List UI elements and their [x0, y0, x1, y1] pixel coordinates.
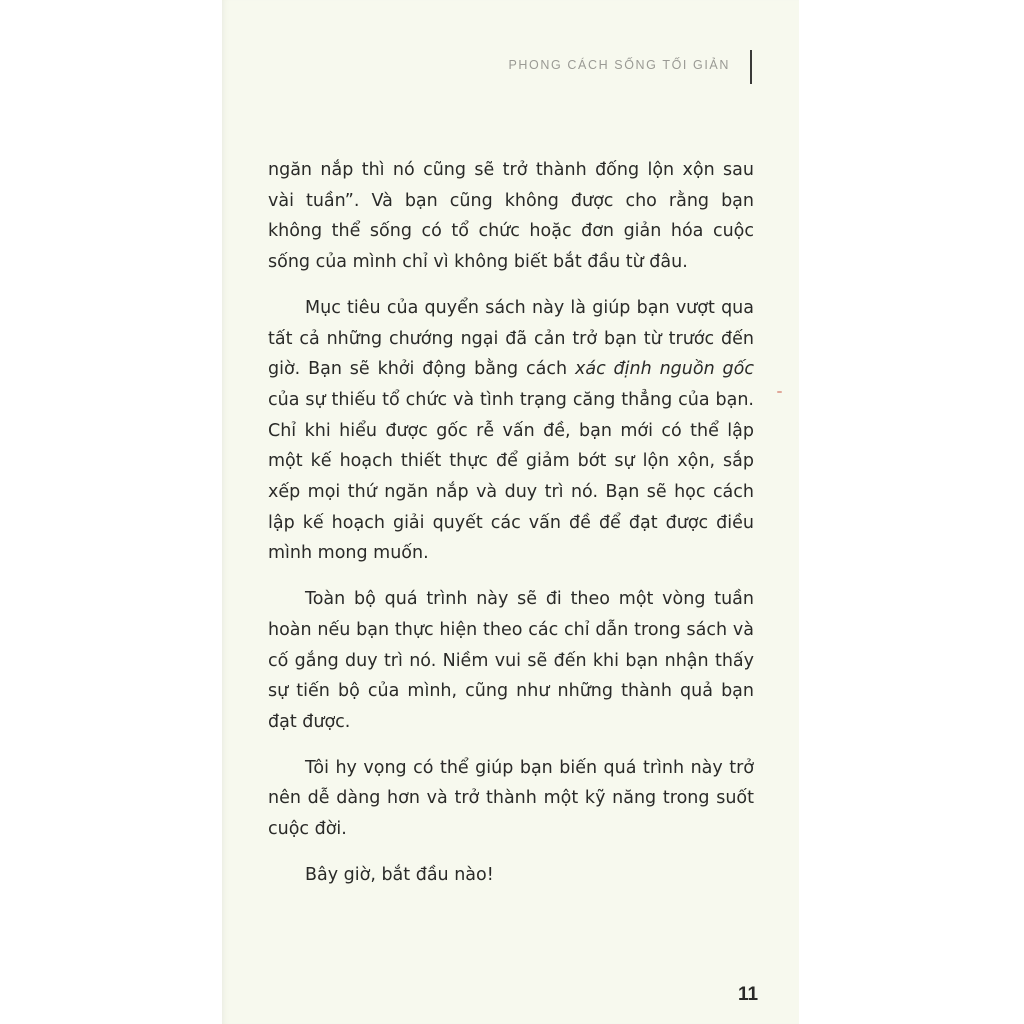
paragraph-2-text-before: Mục tiêu của quyển sách này là giúp bạn vượt qua tất cả những chướng ngại đã cản trở bạn từ trước đến giờ. Bạn sẽ khởi động bằng cách [268, 297, 754, 380]
paragraph-4: Tôi hy vọng có thể giúp bạn biến quá trình này trở nên dễ dàng hơn và trở thành một kỹ năng trong suốt cuộc đời. [268, 757, 754, 840]
paragraph-2 [268, 293, 754, 569]
running-header: PHONG CÁCH SỐNG TỐI GIẢN [508, 58, 730, 72]
paragraph-1: ngăn nắp thì nó cũng sẽ trở thành đống lộn xộn sau vài tuần”. Và bạn cũng không được cho rằng bạn không thể sống có tổ chức hoặc đơn giản hóa cuộc sống của mình chỉ vì không biết bắt đầu từ đâu. [268, 160, 754, 273]
header-divider [750, 50, 752, 84]
book-page [222, 0, 799, 1024]
paragraph-3: Toàn bộ quá trình này sẽ đi theo một vòng tuần hoàn nếu bạn thực hiện theo các chỉ dẫn trong sách và cố gắng duy trì nó. Niềm vui sẽ đến khi bạn nhận thấy sự tiến bộ của mình, cũng như những thành quả bạn đạt được. [268, 589, 754, 732]
page-number: 11 [738, 984, 759, 1005]
paragraph-2-emphasis: xác định nguồn gốc [574, 359, 754, 380]
paper-speck [777, 391, 782, 393]
page-body [268, 155, 754, 905]
paragraph-5: Bây giờ, bắt đầu nào! [305, 864, 494, 885]
paragraph-2-text-after: của sự thiếu tổ chức và tình trạng căng thẳng của bạn. Chỉ khi hiểu được gốc rễ vấn đề, bạn mới có thể lập một kế hoạch thiết thực để giảm bớt sự lộn xộn, sắp xếp mọi thứ ngăn nắp và duy trì nó. Bạn sẽ học cách lập kế hoạch giải quyết các vấn đề để đạt được điều mình mong muốn. [268, 389, 754, 564]
